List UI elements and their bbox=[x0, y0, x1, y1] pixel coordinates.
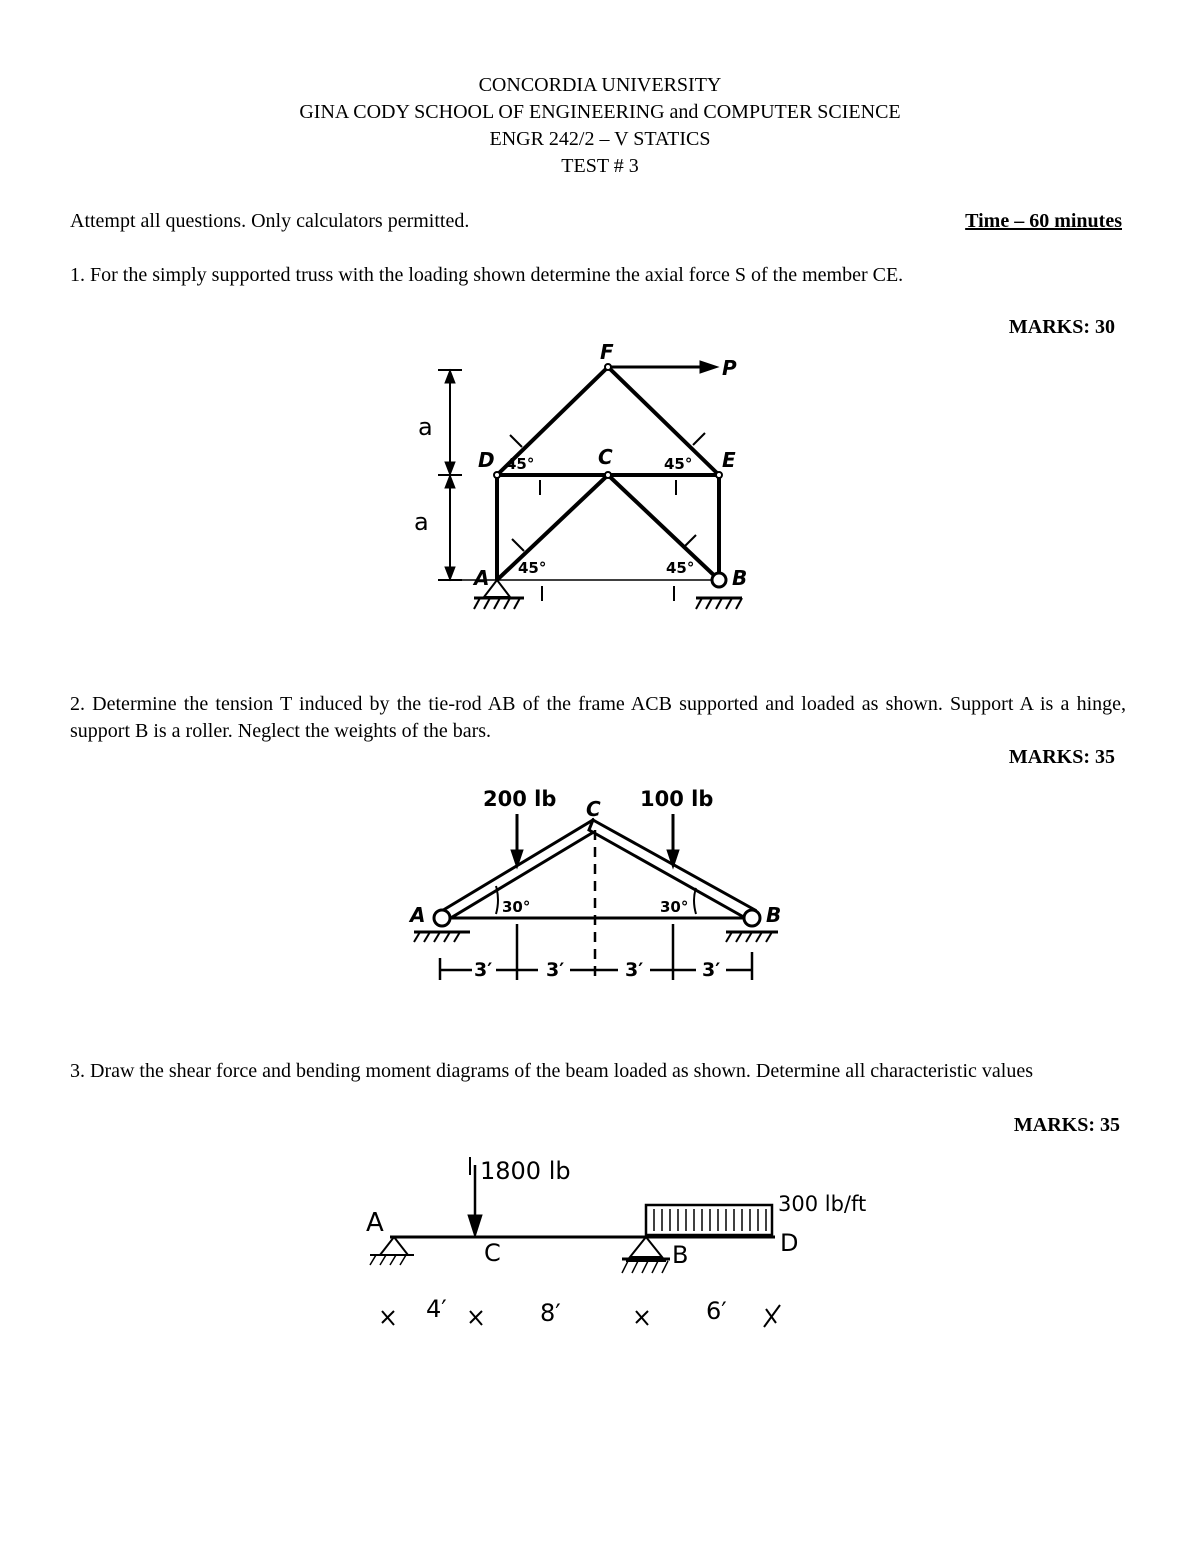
dimension-a-top: a bbox=[418, 413, 433, 441]
truss-label-a: A bbox=[474, 566, 490, 590]
instructions-row bbox=[70, 208, 1122, 235]
distributed-load-label: 300 lb/ft bbox=[778, 1192, 867, 1216]
load-left-label: 200 lb bbox=[483, 787, 557, 811]
question-2-text: 2. Determine the tension T induced by the tie-rod AB of the frame ACB supported and loaded as shown. Support A is a hinge, support B is a roller. Neglect the weights of the bars. bbox=[70, 693, 1126, 742]
truss-label-e: E bbox=[722, 448, 736, 472]
frame-label-c: C bbox=[586, 797, 601, 821]
spacing-label: 3′ bbox=[474, 959, 493, 981]
dimension-label: 4′ bbox=[426, 1295, 447, 1323]
spacing-label: 3′ bbox=[625, 959, 644, 981]
angle-label: 45° bbox=[666, 559, 695, 577]
dimension-label: 6′ bbox=[706, 1297, 727, 1325]
question-3-text: 3. Draw the shear force and bending moment diagrams of the beam loaded as shown. Determine all characteristic values bbox=[70, 1060, 1033, 1082]
instructions-text: Attempt all questions. Only calculators permitted. bbox=[70, 210, 470, 232]
angle-label: 45° bbox=[506, 455, 535, 473]
truss-figure bbox=[400, 335, 780, 625]
beam-label-a: A bbox=[366, 1208, 384, 1238]
angle-label: 45° bbox=[518, 559, 547, 577]
frame-figure bbox=[400, 780, 800, 990]
beam-figure bbox=[350, 1145, 910, 1345]
angle-label: 45° bbox=[664, 455, 693, 473]
point-load-label: 1800 lb bbox=[480, 1157, 571, 1185]
truss-label-d: D bbox=[478, 448, 495, 472]
load-right-label: 100 lb bbox=[640, 787, 714, 811]
frame-label-b: B bbox=[766, 903, 782, 927]
beam-label-b: B bbox=[672, 1241, 689, 1269]
test-number: TEST # 3 bbox=[561, 155, 639, 177]
angle-label: 30° bbox=[660, 898, 689, 916]
course-title: ENGR 242/2 – V STATICS bbox=[489, 128, 711, 150]
beam-label-d: D bbox=[780, 1229, 799, 1257]
truss-label-c: C bbox=[598, 445, 613, 469]
truss-label-f: F bbox=[600, 340, 614, 364]
question-2-marks: MARKS: 35 bbox=[1008, 746, 1115, 768]
spacing-label: 3′ bbox=[546, 959, 565, 981]
dimension-a-bottom: a bbox=[414, 508, 429, 536]
truss-label-p: P bbox=[722, 356, 737, 380]
beam-label-c: C bbox=[484, 1239, 501, 1267]
question-1-marks: MARKS: 30 bbox=[1008, 316, 1115, 338]
exam-header bbox=[0, 72, 1200, 180]
question-3-marks: MARKS: 35 bbox=[1013, 1114, 1120, 1136]
university-name: CONCORDIA UNIVERSITY bbox=[478, 74, 722, 96]
question-1-text: 1. For the simply supported truss with the loading shown determine the axial force S of the member CE. bbox=[70, 264, 904, 286]
time-limit: Time – 60 minutes bbox=[965, 210, 1122, 232]
truss-label-b: B bbox=[732, 566, 748, 590]
angle-label: 30° bbox=[502, 898, 531, 916]
spacing-label: 3′ bbox=[702, 959, 721, 981]
dimension-label: 8′ bbox=[540, 1299, 561, 1327]
frame-label-a: A bbox=[410, 903, 426, 927]
school-name: GINA CODY SCHOOL OF ENGINEERING and COMPUTER SCIENCE bbox=[299, 101, 901, 123]
